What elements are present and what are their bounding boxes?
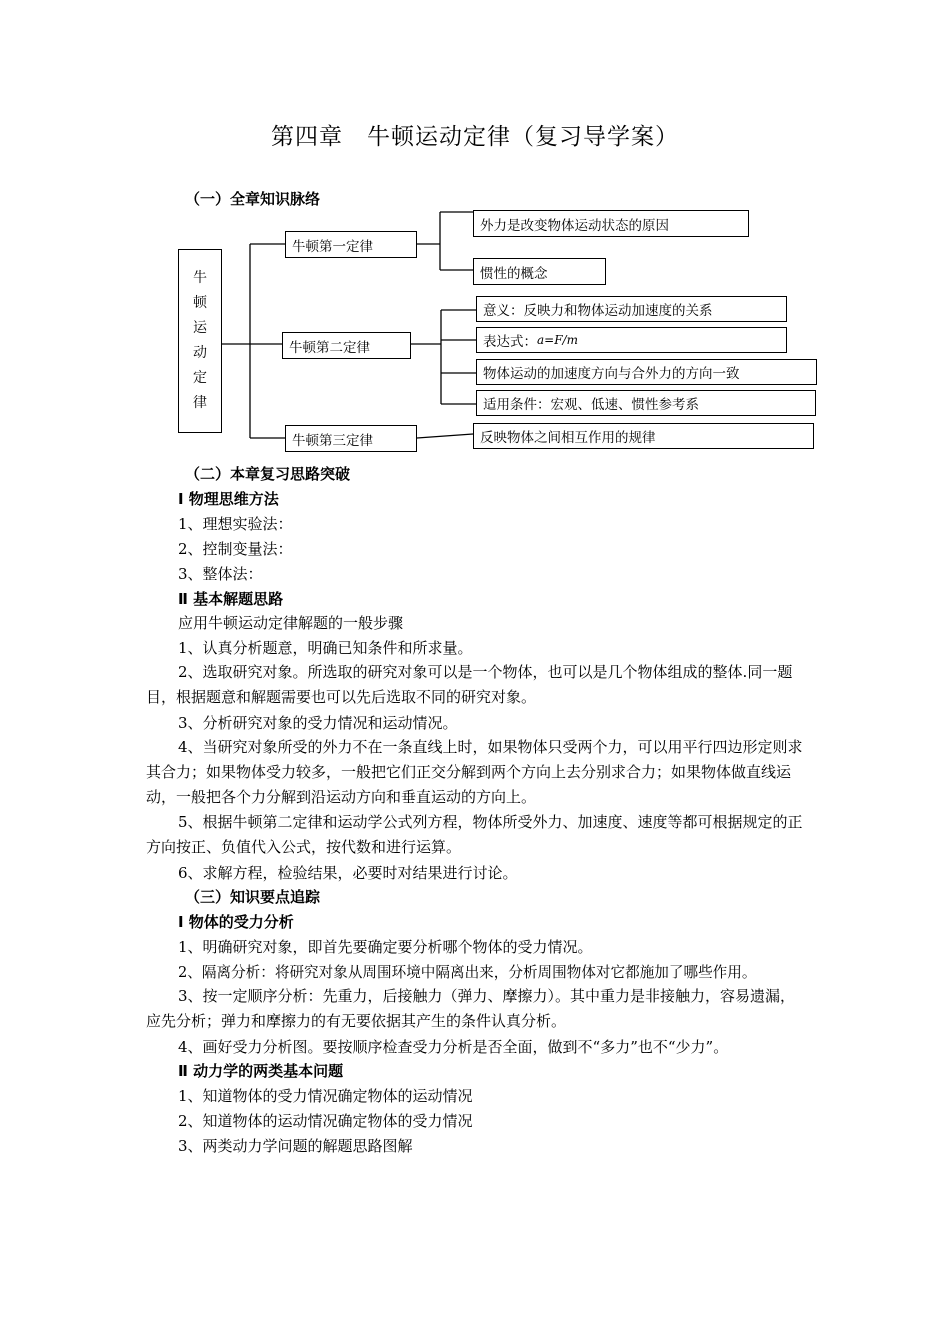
list-item: 2、知道物体的运动情况确定物体的受力情况: [178, 1112, 473, 1130]
list-item: 1、知道物体的受力情况确定物体的运动情况: [178, 1087, 473, 1105]
law1-box: 牛顿第一定律: [285, 231, 417, 258]
list-item: 1、理想实验法：: [178, 515, 293, 533]
law2-item-box: 适用条件：宏观、低速、惯性参考系: [476, 390, 816, 416]
law2-box: 牛顿第二定律: [282, 332, 411, 359]
law3-box: 牛顿第三定律: [285, 425, 417, 452]
step: 6、求解方程，检验结果，必要时对结果进行讨论。: [178, 864, 518, 882]
list-item: 2、控制变量法：: [178, 540, 293, 558]
step: 1、认真分析题意，明确已知条件和所求量。: [178, 639, 473, 657]
section3-part2-heading: Ⅱ 动力学的两类基本问题: [178, 1062, 344, 1080]
law2-item-box: 物体运动的加速度方向与合外力的方向一致: [476, 359, 817, 385]
section2-part2-heading: Ⅱ 基本解题思路: [178, 590, 284, 608]
page-title: 第四章 牛顿运动定律（复习导学案）: [271, 124, 679, 150]
step: 4、画好受力分析图。要按顺序检查受力分析是否全面，做到不“多力”也不“少力”。: [178, 1038, 729, 1056]
step: 2、隔离分析：将研究对象从周围环境中隔离出来，分析周围物体对它都施加了哪些作用。: [178, 964, 757, 981]
step: 4、当研究对象所受的外力不在一条直线上时，如果物体只受两个力，可以用平行四边形定则求其合力；如果物体受力较多，一般把它们正交分解到两个方向上去分别求合力；如果物体做直线运动，一般把各个力分解到沿运动方向和垂直运动的方向上。: [146, 738, 803, 806]
root-char: 牛: [193, 270, 207, 286]
law3-item-box: 反映物体之间相互作用的规律: [473, 423, 814, 449]
list-item: 3、整体法：: [178, 565, 263, 583]
law1-item-box: 外力是改变物体运动状态的原因: [473, 210, 749, 237]
step: 3、分析研究对象的受力情况和运动情况。: [178, 714, 458, 732]
list-item: 3、两类动力学问题的解题思路图解: [178, 1137, 413, 1155]
root-char: 运: [193, 320, 207, 336]
section1-heading: （一）全章知识脉络: [185, 190, 321, 208]
law1-item-box: 惯性的概念: [473, 258, 606, 285]
step: 5、根据牛顿第二定律和运动学公式列方程，物体所受外力、加速度、速度等都可根据规定的正方向按正、负值代入公式，按代数和进行运算。: [146, 813, 803, 856]
expression-label: 表达式：: [483, 334, 537, 350]
root-char: 顿: [193, 295, 207, 311]
formula: a=F/m: [537, 333, 578, 347]
diagram-root-box: [178, 249, 222, 433]
law2-item-box: 意义：反映力和物体运动加速度的关系: [476, 296, 787, 322]
step: 3、按一定顺序分析：先重力，后接触力（弹力、摩擦力）。其中重力是非接触力，容易遗漏，应先分析；弹力和摩擦力的有无要依据其产生的条件认真分析。: [146, 987, 796, 1030]
root-char: 律: [193, 395, 207, 411]
root-char: 定: [193, 370, 207, 386]
step: 2、选取研究对象。所选取的研究对象可以是一个物体，也可以是几个物体组成的整体.同一题目，根据题意和解题需要也可以先后选取不同的研究对象。: [146, 663, 793, 706]
section2-heading: （二）本章复习思路突破: [185, 465, 351, 483]
law2-item-box: [476, 327, 787, 353]
section2-part1-heading: Ⅰ 物理思维方法: [178, 490, 279, 508]
intro-line: 应用牛顿运动定律解题的一般步骤: [178, 614, 404, 632]
section3-heading: （三）知识要点追踪: [185, 888, 321, 906]
root-char: 动: [193, 345, 207, 361]
section3-part1-heading: Ⅰ 物体的受力分析: [178, 913, 294, 931]
step: 1、明确研究对象，即首先要确定要分析哪个物体的受力情况。: [178, 938, 593, 956]
